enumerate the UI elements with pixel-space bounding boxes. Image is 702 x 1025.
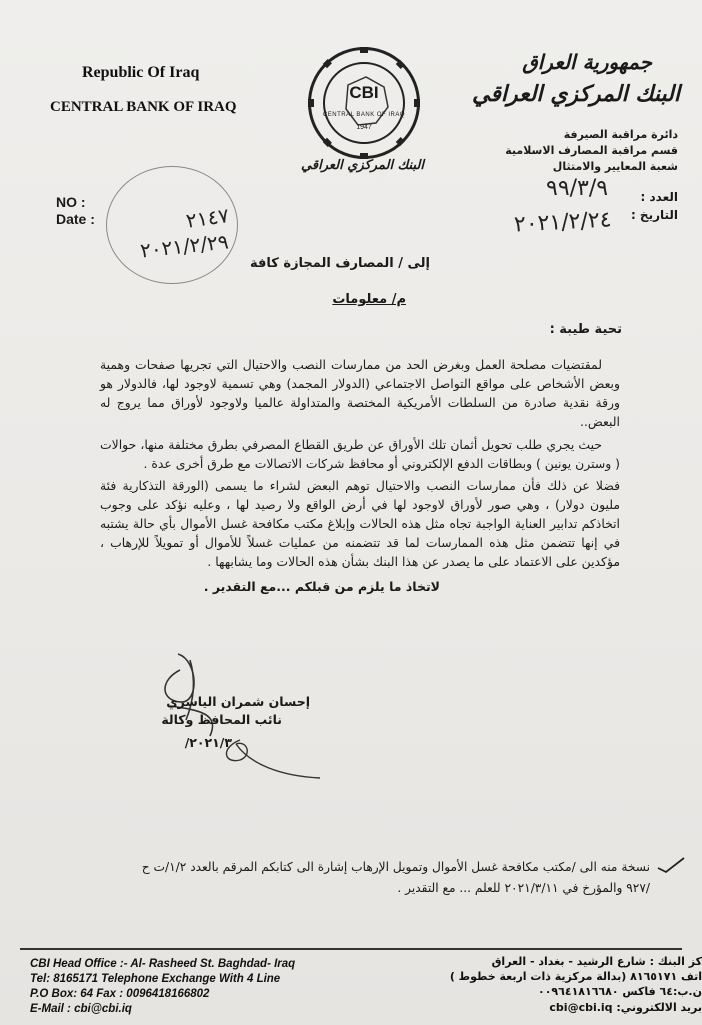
stamp-date: ٢٠٢١/٢/٢٩ — [138, 229, 230, 263]
greeting: تحية طيبة : — [549, 322, 622, 337]
copy-note-line-1: نسخة منه الى /مكتب مكافحة غسل الأموال وتمويل الإرهاب إشارة الى كتابكم المرقم بالعدد ١/٢/ت ح — [141, 860, 650, 874]
closing-line: لاتخاذ ما يلزم من قبلكم ...مع التقدير . — [203, 579, 440, 594]
signature-date: ٢٠٢١/٣/ — [184, 735, 232, 750]
footer-pobox-ar: ن.ب:٦٤ فاكس ٠٠٩٦٤١٨١٦٦٨٠ — [538, 985, 702, 998]
paragraph-3: فضلا عن ذلك فأن ممارسات النصب والاحتيال توهم البعض لشراء ما يسمى (الورقة التذكارية فئة مليون دولار) ، وهي صور لأوراق لاوجود لها في أرض الواقع ولا رصيد لها ، وعليه نؤكد على وجوب اتخاذكم تدابير العناية الواجبة تجاه مثل هذه الحالات وإبلاغ مكتب مكافحة غسل الأموال بأي حالة يشتبه في إنها تتضمن مثل هذه الممارسات لما قد تتضمنه من عمليات غسلاً للأموال أو تمويلاً للإرهاب ، مؤكدين على الاعتماد على ما يصدر عن هذا البنك بشأن هذه الحالات وما يشابهها . — [100, 478, 620, 569]
date-label-ar: التاريخ : — [630, 208, 678, 222]
header-republic: Republic Of Iraq — [82, 64, 200, 81]
signatory-name: إحسان شمران الياسري — [166, 694, 310, 709]
footer-divider — [20, 948, 682, 950]
logo-cbi-text: CBI — [349, 83, 379, 102]
footer-tel-ar: اتف ٨١٦٥١٧١ (بدالة مركزية ذات اربعة خطوط ) — [449, 970, 702, 983]
logo-ring-text: CENTRAL BANK OF IRAQ — [322, 112, 406, 118]
paragraph-1: لمقتضيات مصلحة العمل وبغرض الحد من ممارسات النصب والاحتيال التي تجريها صفحات وهمية وبعض الأشخاص على مواقع التواصل الاجتماعي (الدولار المجمد) وهي تسمية لاوجود لها، فالدولار هو ورقة نقدية صادرة من السلطات الأمريكية المختصة والمتداولة عالميا ولاوجود لأوراق مما يروج له البعض.. — [100, 357, 620, 429]
copy-note-line-2: /٩٢٧ والمؤرخ في ٢٠٢١/٣/١١ للعلم ... مع التقدير . — [397, 881, 650, 895]
dept-line-3: شعبة المعايير والامتثال — [552, 160, 678, 173]
footer-tel-en: Tel: 8165171 Telephone Exchange With 4 Line — [30, 973, 281, 985]
number-label-ar: العدد : — [640, 190, 678, 204]
header-bank-ar: البنك المركزي العراقي — [472, 82, 680, 107]
signatory-title: نائب المحافظ وكالة — [161, 712, 282, 727]
logo-year: 1947 — [356, 124, 372, 131]
footer-address-ar: كز البنك : شارع الرشيد - بغداد - العراق — [491, 955, 702, 968]
header-bank-name: CENTRAL BANK OF IRAQ — [50, 99, 237, 115]
addressee: إلى / المصارف المجازة كافة — [250, 256, 430, 271]
footer-email-en[interactable]: E-Mail : cbi@cbi.iq — [30, 1003, 132, 1015]
cbi-logo — [308, 47, 420, 159]
footer-pobox-en: P.O Box: 64 Fax : 0096418166802 — [30, 988, 210, 1000]
logo-inner-ring — [323, 62, 405, 144]
no-label: NO : — [56, 194, 86, 210]
date-value: ٢٠٢١/٢/٢٤ — [513, 207, 613, 238]
number-value: ٩٩/٣/٩ — [546, 176, 609, 201]
paragraph-2: حيث يجري طلب تحويل أثمان تلك الأوراق عن طريق القطاع المصرفي بطرق مختلفة منها، حوالات ( وسترن يونين ) وبطاقات الدفع الإلكتروني أو محافظ شركات الاتصالات مع طرق أخرى عدة . — [100, 437, 620, 471]
dept-line-2: قسم مراقبة المصارف الاسلامية — [505, 144, 678, 157]
date-label: Date : — [56, 211, 95, 227]
header-republic-ar: جمهورية العراق — [522, 50, 652, 74]
logo-arabic-caption: البنك المركزي العراقي — [301, 158, 424, 173]
subject: م/ معلومات — [332, 292, 406, 307]
footer-address-en: CBI Head Office :- Al- Rasheed St. Baghdad- Iraq — [30, 958, 296, 970]
dept-line-1: دائرة مراقبة الصيرفة — [563, 128, 678, 141]
footer-email-ar[interactable]: بريد الالكتروني: cbi@cbi.iq — [549, 1001, 702, 1014]
checkmark-icon — [656, 856, 686, 876]
stamp-number: ٢١٤٧ — [184, 203, 231, 233]
